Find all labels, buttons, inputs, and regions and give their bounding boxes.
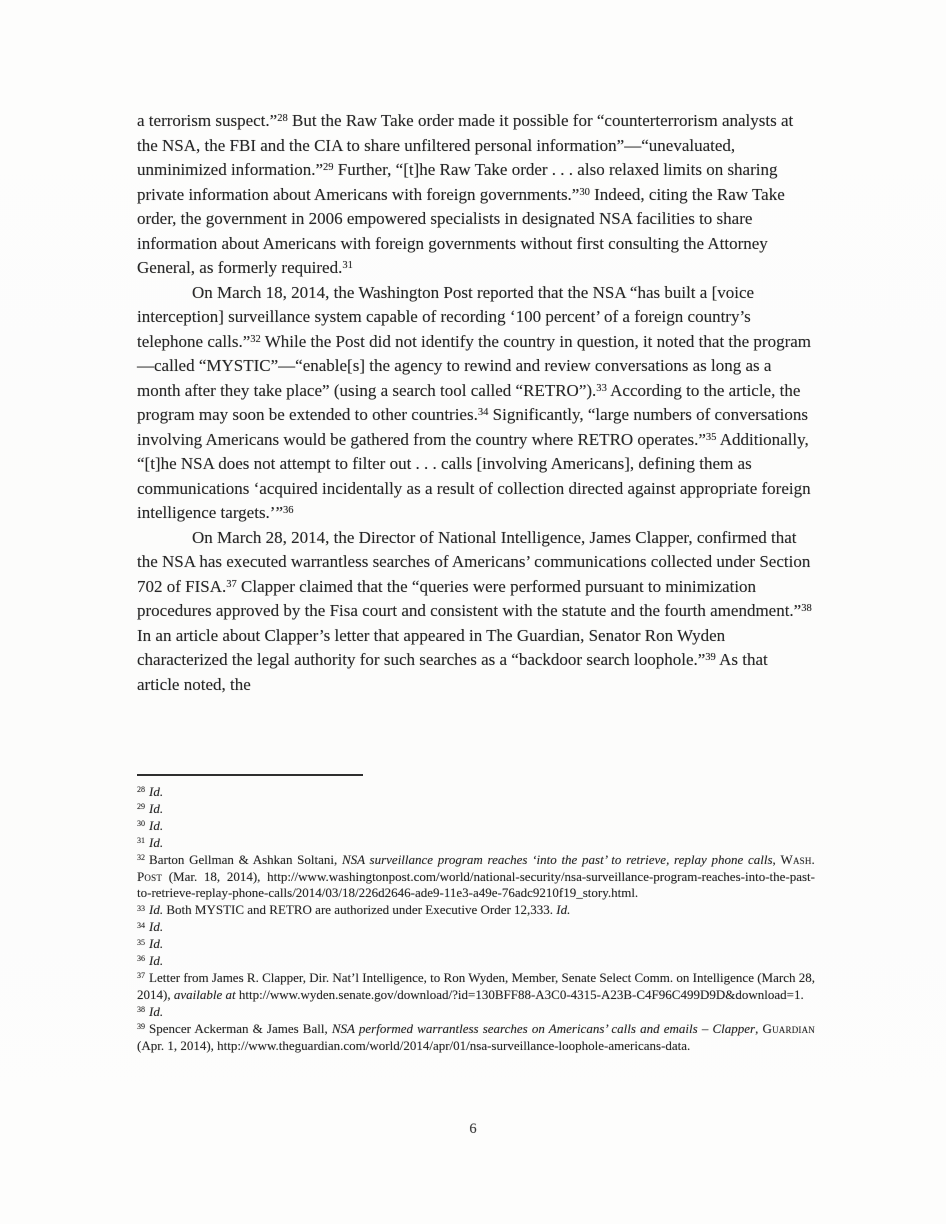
footnote-number: 30 bbox=[137, 819, 146, 829]
text-run: On March 18, 2014, the Washington Post reported that the NSA “has built a [voice interception] surveillance system capable of recording ‘100 percent’ of a foreign country’s telephone calls.” bbox=[137, 282, 755, 351]
text-run: , bbox=[755, 1020, 763, 1036]
footnote-ref: 38 bbox=[801, 603, 812, 615]
text-run: a terrorism suspect.” bbox=[137, 111, 278, 130]
footnote-33 bbox=[137, 902, 815, 919]
body-paragraph bbox=[137, 109, 813, 281]
text-run: Id. bbox=[149, 953, 164, 969]
footnote-ref: 39 bbox=[705, 652, 716, 664]
body-paragraph bbox=[137, 281, 813, 526]
text-run: Additionally, “[t]he NSA does not attempt to filter out . . . calls [involving Americans], defining them as communications ‘acquired incidentally as a result of collection directed against appropriate foreign intelligence targets.’” bbox=[137, 429, 811, 522]
text-run: Id. bbox=[149, 817, 164, 833]
footnote-ref: 31 bbox=[342, 260, 353, 272]
footnote-ref: 33 bbox=[596, 382, 607, 394]
footnote-number: 34 bbox=[137, 920, 146, 930]
text-run: Barton Gellman & Ashkan Soltani, bbox=[149, 851, 342, 867]
text-run: On March 28, 2014, the Director of National Intelligence, James Clapper, confirmed that the NSA has executed warrantless searches of Americans’ communications collected under Section 702 of FISA. bbox=[137, 527, 811, 596]
footnote-36 bbox=[137, 953, 815, 970]
footnote-32 bbox=[137, 852, 815, 903]
text-run: Spencer Ackerman & James Ball, bbox=[149, 1020, 332, 1036]
footnote-ref: 36 bbox=[283, 505, 294, 517]
footnote-ref: 28 bbox=[277, 113, 288, 125]
text-run: Wash. Post bbox=[137, 851, 816, 884]
footnote-38 bbox=[137, 1004, 815, 1021]
text-run: While the Post did not identify the country in question, it noted that the program—called “MYSTIC”—“enable[s] the agency to rewind and review conversations as long as a month after they take place” (using a search tool called “RETRO”). bbox=[137, 331, 812, 400]
text-run: Id. bbox=[149, 834, 164, 850]
footnote-number: 38 bbox=[137, 1005, 146, 1015]
text-run: Id. bbox=[149, 919, 164, 935]
text-run: Id. bbox=[149, 784, 164, 799]
text-run: Id. bbox=[149, 902, 164, 918]
text-run: Significantly, “large numbers of conversations involving Americans would be gathered from the country where RETRO operates.” bbox=[137, 405, 809, 449]
text-run: NSA performed warrantless searches on Americans’ calls and emails – Clapper bbox=[331, 1020, 756, 1036]
footnote-ref: 35 bbox=[705, 431, 717, 443]
footnote-34 bbox=[137, 919, 815, 936]
text-run: Clapper claimed that the “queries were performed pursuant to minimization procedures approved by the Fisa court and consistent with the statute and the fourth amendment.” bbox=[137, 576, 802, 620]
footnote-31 bbox=[137, 835, 815, 852]
text-run: According to the article, the program may soon be extended to other countries. bbox=[137, 380, 801, 424]
footnotes-section bbox=[137, 784, 815, 1055]
footnote-37 bbox=[137, 970, 815, 1004]
text-run: available at bbox=[173, 986, 236, 1002]
footnote-number: 31 bbox=[137, 836, 146, 846]
text-run: http://www.wyden.senate.gov/download/?id=130BFF88-A3C0-4315-A23B-C4F96C499D9D&download=1. bbox=[235, 986, 804, 1002]
text-run: NSA surveillance program reaches ‘into the past’ to retrieve, replay phone calls bbox=[341, 851, 773, 867]
footnote-number: 36 bbox=[137, 954, 146, 964]
text-run: As that article noted, the bbox=[137, 650, 768, 694]
text-run: Id. bbox=[149, 936, 164, 952]
footnote-29 bbox=[137, 801, 815, 818]
footnote-separator bbox=[137, 774, 363, 776]
footnote-ref: 29 bbox=[323, 162, 334, 174]
text-run: Guardian bbox=[762, 1020, 815, 1036]
footnote-number: 37 bbox=[137, 971, 146, 981]
body-text bbox=[137, 109, 813, 697]
footnote-number: 39 bbox=[137, 1022, 146, 1032]
text-run: But the Raw Take order made it possible for “counterterrorism analysts at the NSA, the FBI and the CIA to share unfiltered personal information”—“unevaluated, unminimized information.” bbox=[137, 111, 794, 179]
footnote-ref: 37 bbox=[226, 578, 237, 590]
footnote-39 bbox=[137, 1021, 815, 1055]
footnote-number: 32 bbox=[137, 853, 146, 862]
footnote-ref: 32 bbox=[250, 333, 261, 345]
footnote-ref: 34 bbox=[477, 407, 489, 419]
footnote-number: 29 bbox=[137, 802, 146, 812]
text-run: , bbox=[772, 851, 781, 867]
text-run: Further, “[t]he Raw Take order . . . also relaxed limits on sharing private information about Americans with foreign governments.” bbox=[137, 160, 778, 204]
footnote-ref: 30 bbox=[579, 186, 590, 198]
text-run: Id. bbox=[149, 1003, 164, 1019]
footnote-30 bbox=[137, 818, 815, 835]
footnote-number: 33 bbox=[137, 903, 146, 913]
footnote-28 bbox=[137, 784, 815, 801]
footnote-number: 35 bbox=[137, 937, 146, 947]
text-run: Indeed, citing the Raw Take order, the government in 2006 empowered specialists in designated NSA facilities to share information about Americans with foreign governments without first consulting the Attorney General, as formerly required. bbox=[137, 184, 785, 277]
footnote-35 bbox=[137, 936, 815, 953]
text-run: Both MYSTIC and RETRO are authorized under Executive Order 12,333. bbox=[163, 902, 557, 918]
page-number: 6 bbox=[469, 1121, 477, 1137]
text-run: Id. bbox=[556, 902, 571, 918]
body-paragraph bbox=[137, 526, 813, 698]
text-run: In an article about Clapper’s letter that appeared in The Guardian, Senator Ron Wyden characterized the legal authority for such searches as a “backdoor search loophole.” bbox=[137, 625, 726, 669]
text-run: Letter from James R. Clapper, Dir. Nat’l Intelligence, to Ron Wyden, Member, Senate Select Comm. on Intelligence (March 28, 2014), bbox=[137, 969, 815, 1002]
footnote-number: 28 bbox=[137, 785, 146, 795]
text-run: Id. bbox=[149, 800, 164, 816]
text-run: (Apr. 1, 2014), http://www.theguardian.com/world/2014/apr/01/nsa-surveillance-loophole-americans-data. bbox=[137, 1037, 691, 1053]
text-run: (Mar. 18, 2014), http://www.washingtonpost.com/world/national-security/nsa-surveillance-program-reaches-into-the-past-to-retrieve-replay-phone-calls/2014/03/18/226d2646-ade9-11e3-a49e-76adc9210f19_story.html. bbox=[137, 868, 815, 901]
